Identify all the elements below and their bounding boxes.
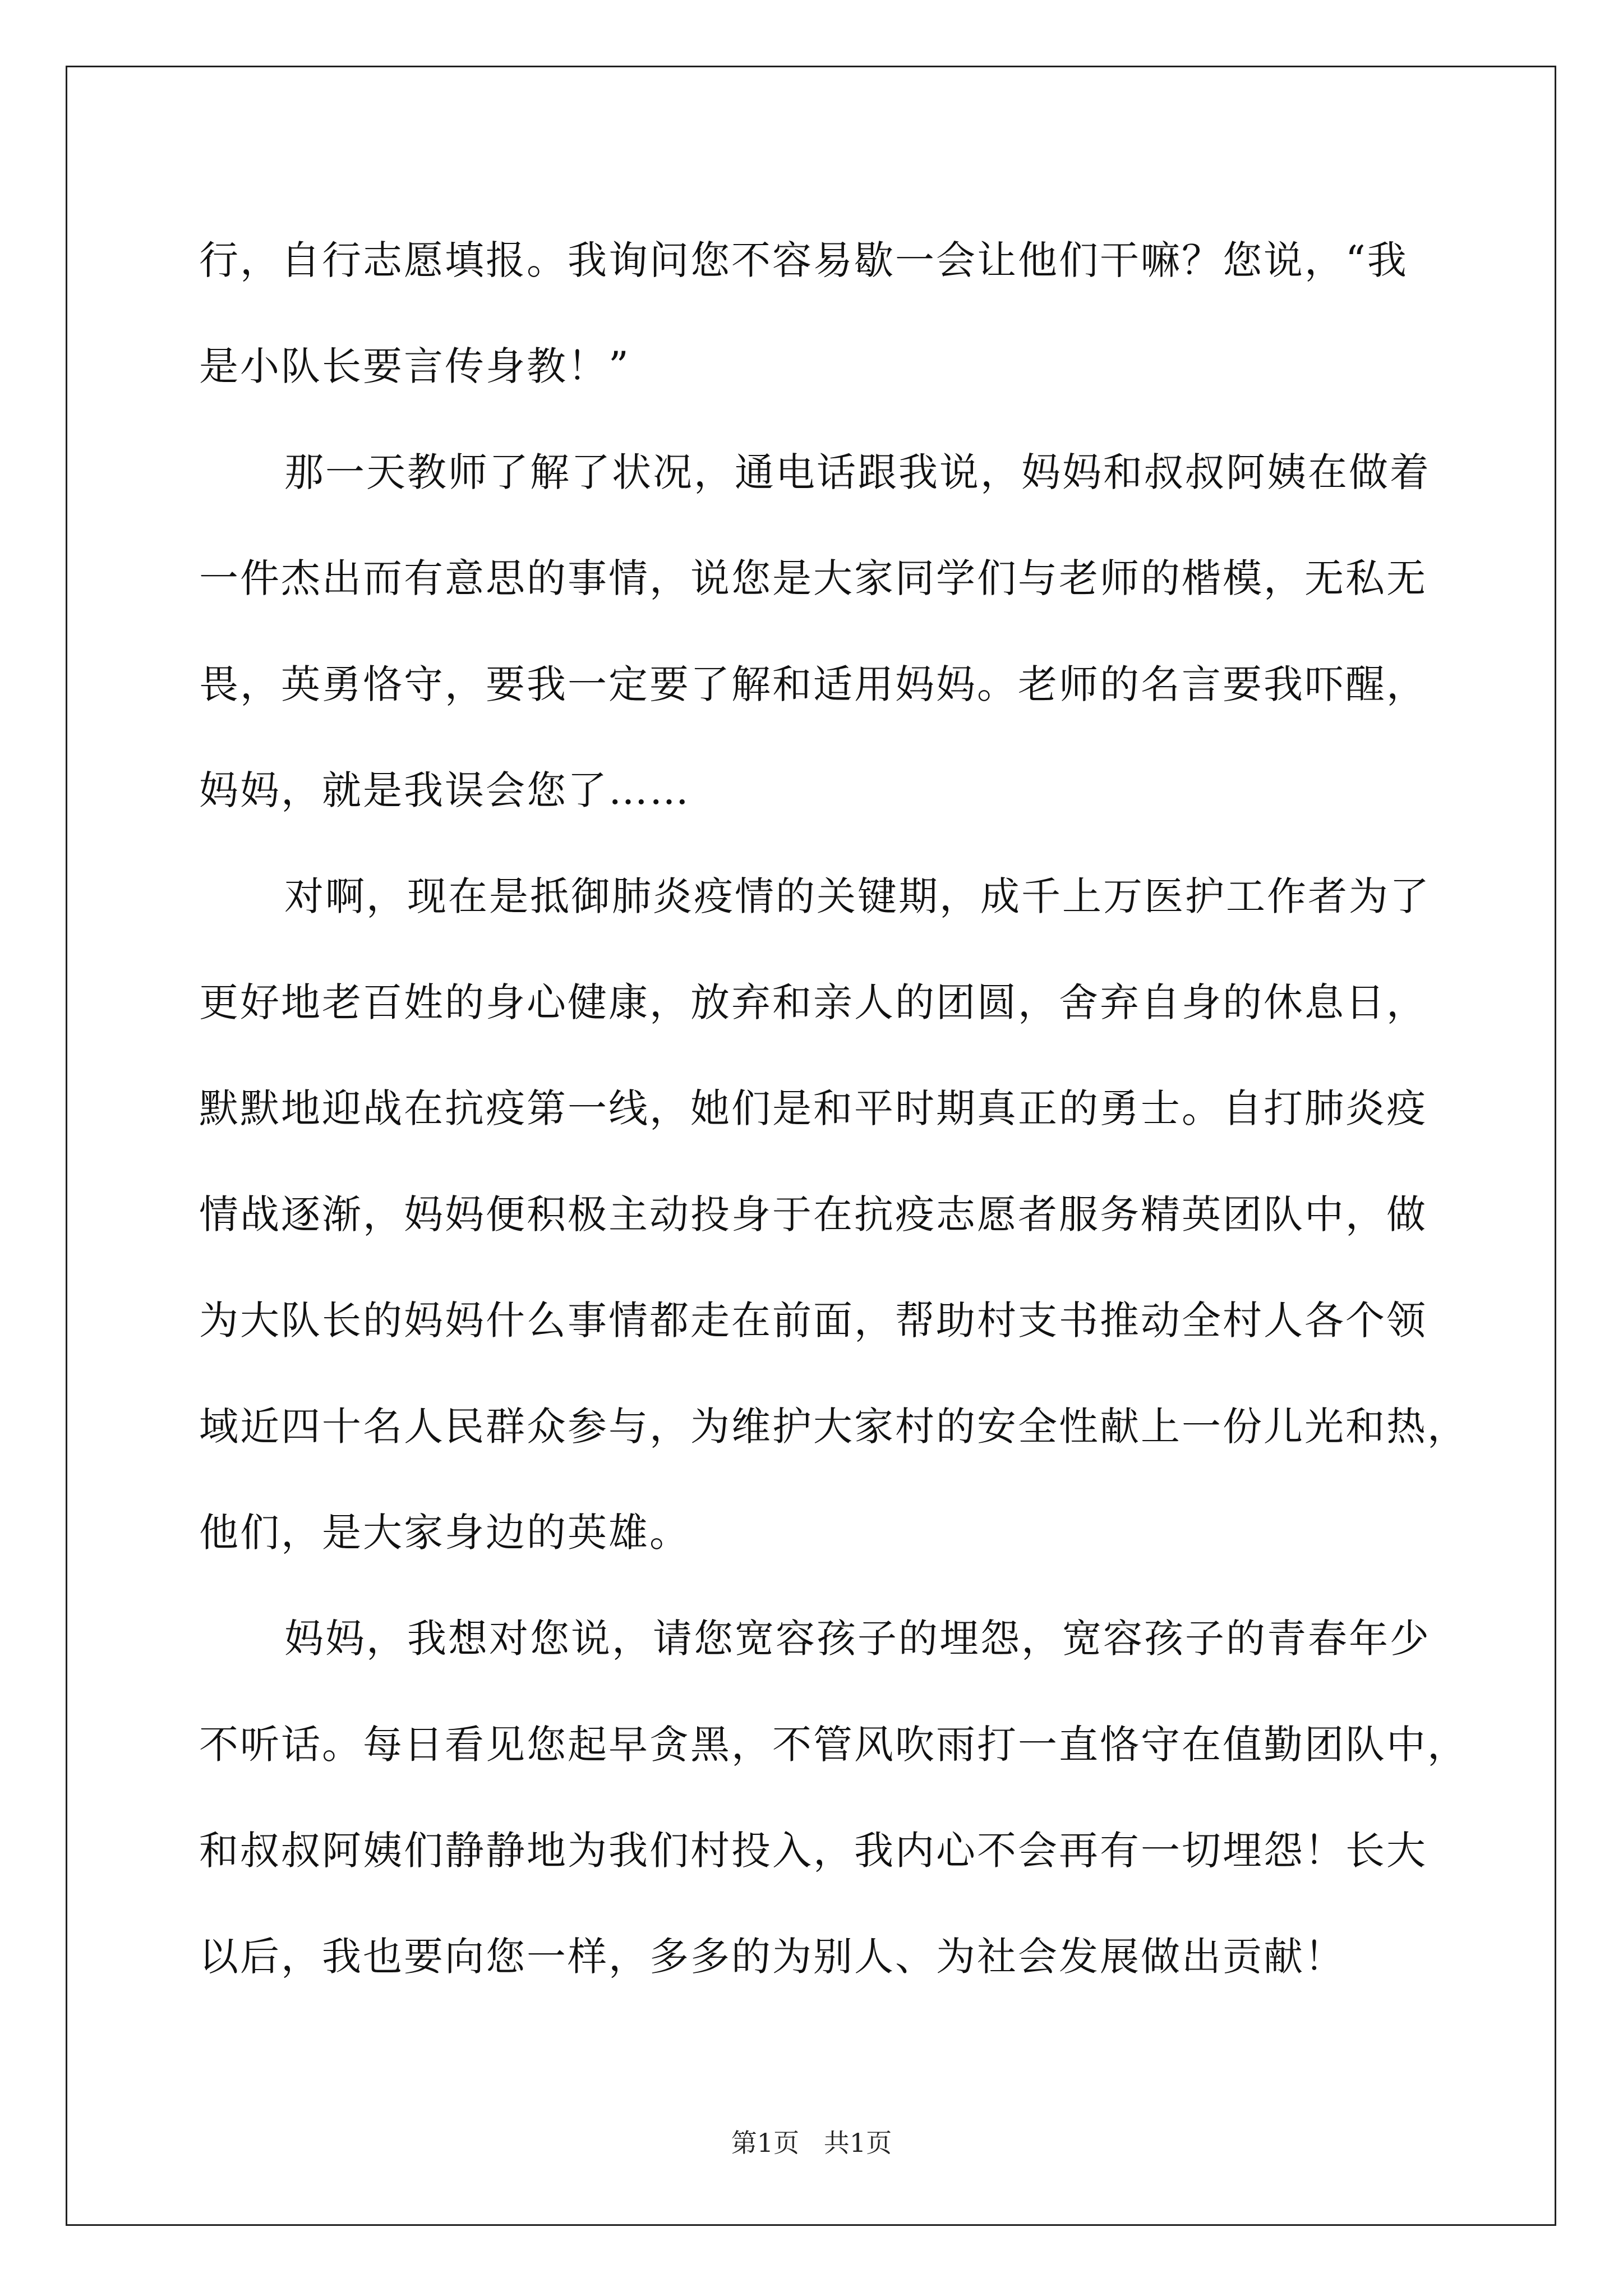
paragraph-first-line: 那一天教师了解了状况，通电话跟我说，妈妈和叔叔阿姨在做着 — [284, 449, 1431, 495]
text-line: 为大队长的妈妈什么事情都走在前面，帮助村支书推动全村人各个领 — [199, 1297, 1427, 1343]
text-line: 域近四十名人民群众参与，为维护大家村的安全性献上一份儿光和热， — [199, 1404, 1468, 1450]
paragraph-first-line: 妈妈，我想对您说，请您宽容孩子的埋怨，宽容孩子的青春年少 — [284, 1616, 1431, 1662]
text-line: 不听话。每日看见您起早贪黑，不管风吹雨打一直恪守在值勤团队中， — [199, 1722, 1468, 1768]
page-footer — [0, 2126, 1623, 2160]
document-body — [199, 208, 1468, 2010]
page-number-label: 第1页 共1页 — [731, 2128, 892, 2158]
text-line: 他们，是大家身边的英雄。 — [199, 1510, 690, 1556]
text-line: 畏，英勇恪守，要我一定要了解和适用妈妈。老师的名言要我吓醒， — [199, 661, 1427, 707]
text-line: 是小队长要言传身教！” — [199, 343, 630, 389]
text-line: 以后，我也要向您一样，多多的为别人、为社会发展做出贡献！ — [199, 1934, 1345, 1980]
paragraph-first-line: 对啊，现在是抵御肺炎疫情的关键期，成千上万医护工作者为了 — [284, 873, 1431, 919]
text-line: 更好地老百姓的身心健康，放弃和亲人的团圆，舍弃自身的休息日， — [199, 979, 1427, 1025]
text-line: 一件杰出而有意思的事情，说您是大家同学们与老师的楷模，无私无 — [199, 555, 1427, 601]
text-line: 情战逐渐，妈妈便积极主动投身于在抗疫志愿者服务精英团队中，做 — [199, 1191, 1427, 1237]
text-line: 默默地迎战在抗疫第一线，她们是和平时期真正的勇士。自打肺炎疫 — [199, 1085, 1427, 1131]
text-line: 行，自行志愿填报。我询问您不容易歇一会让他们干嘛？您说，“我 — [199, 237, 1408, 283]
text-line: 妈妈，就是我误会您了…… — [199, 767, 690, 813]
text-line: 和叔叔阿姨们静静地为我们村投入，我内心不会再有一切埋怨！长大 — [199, 1828, 1427, 1874]
